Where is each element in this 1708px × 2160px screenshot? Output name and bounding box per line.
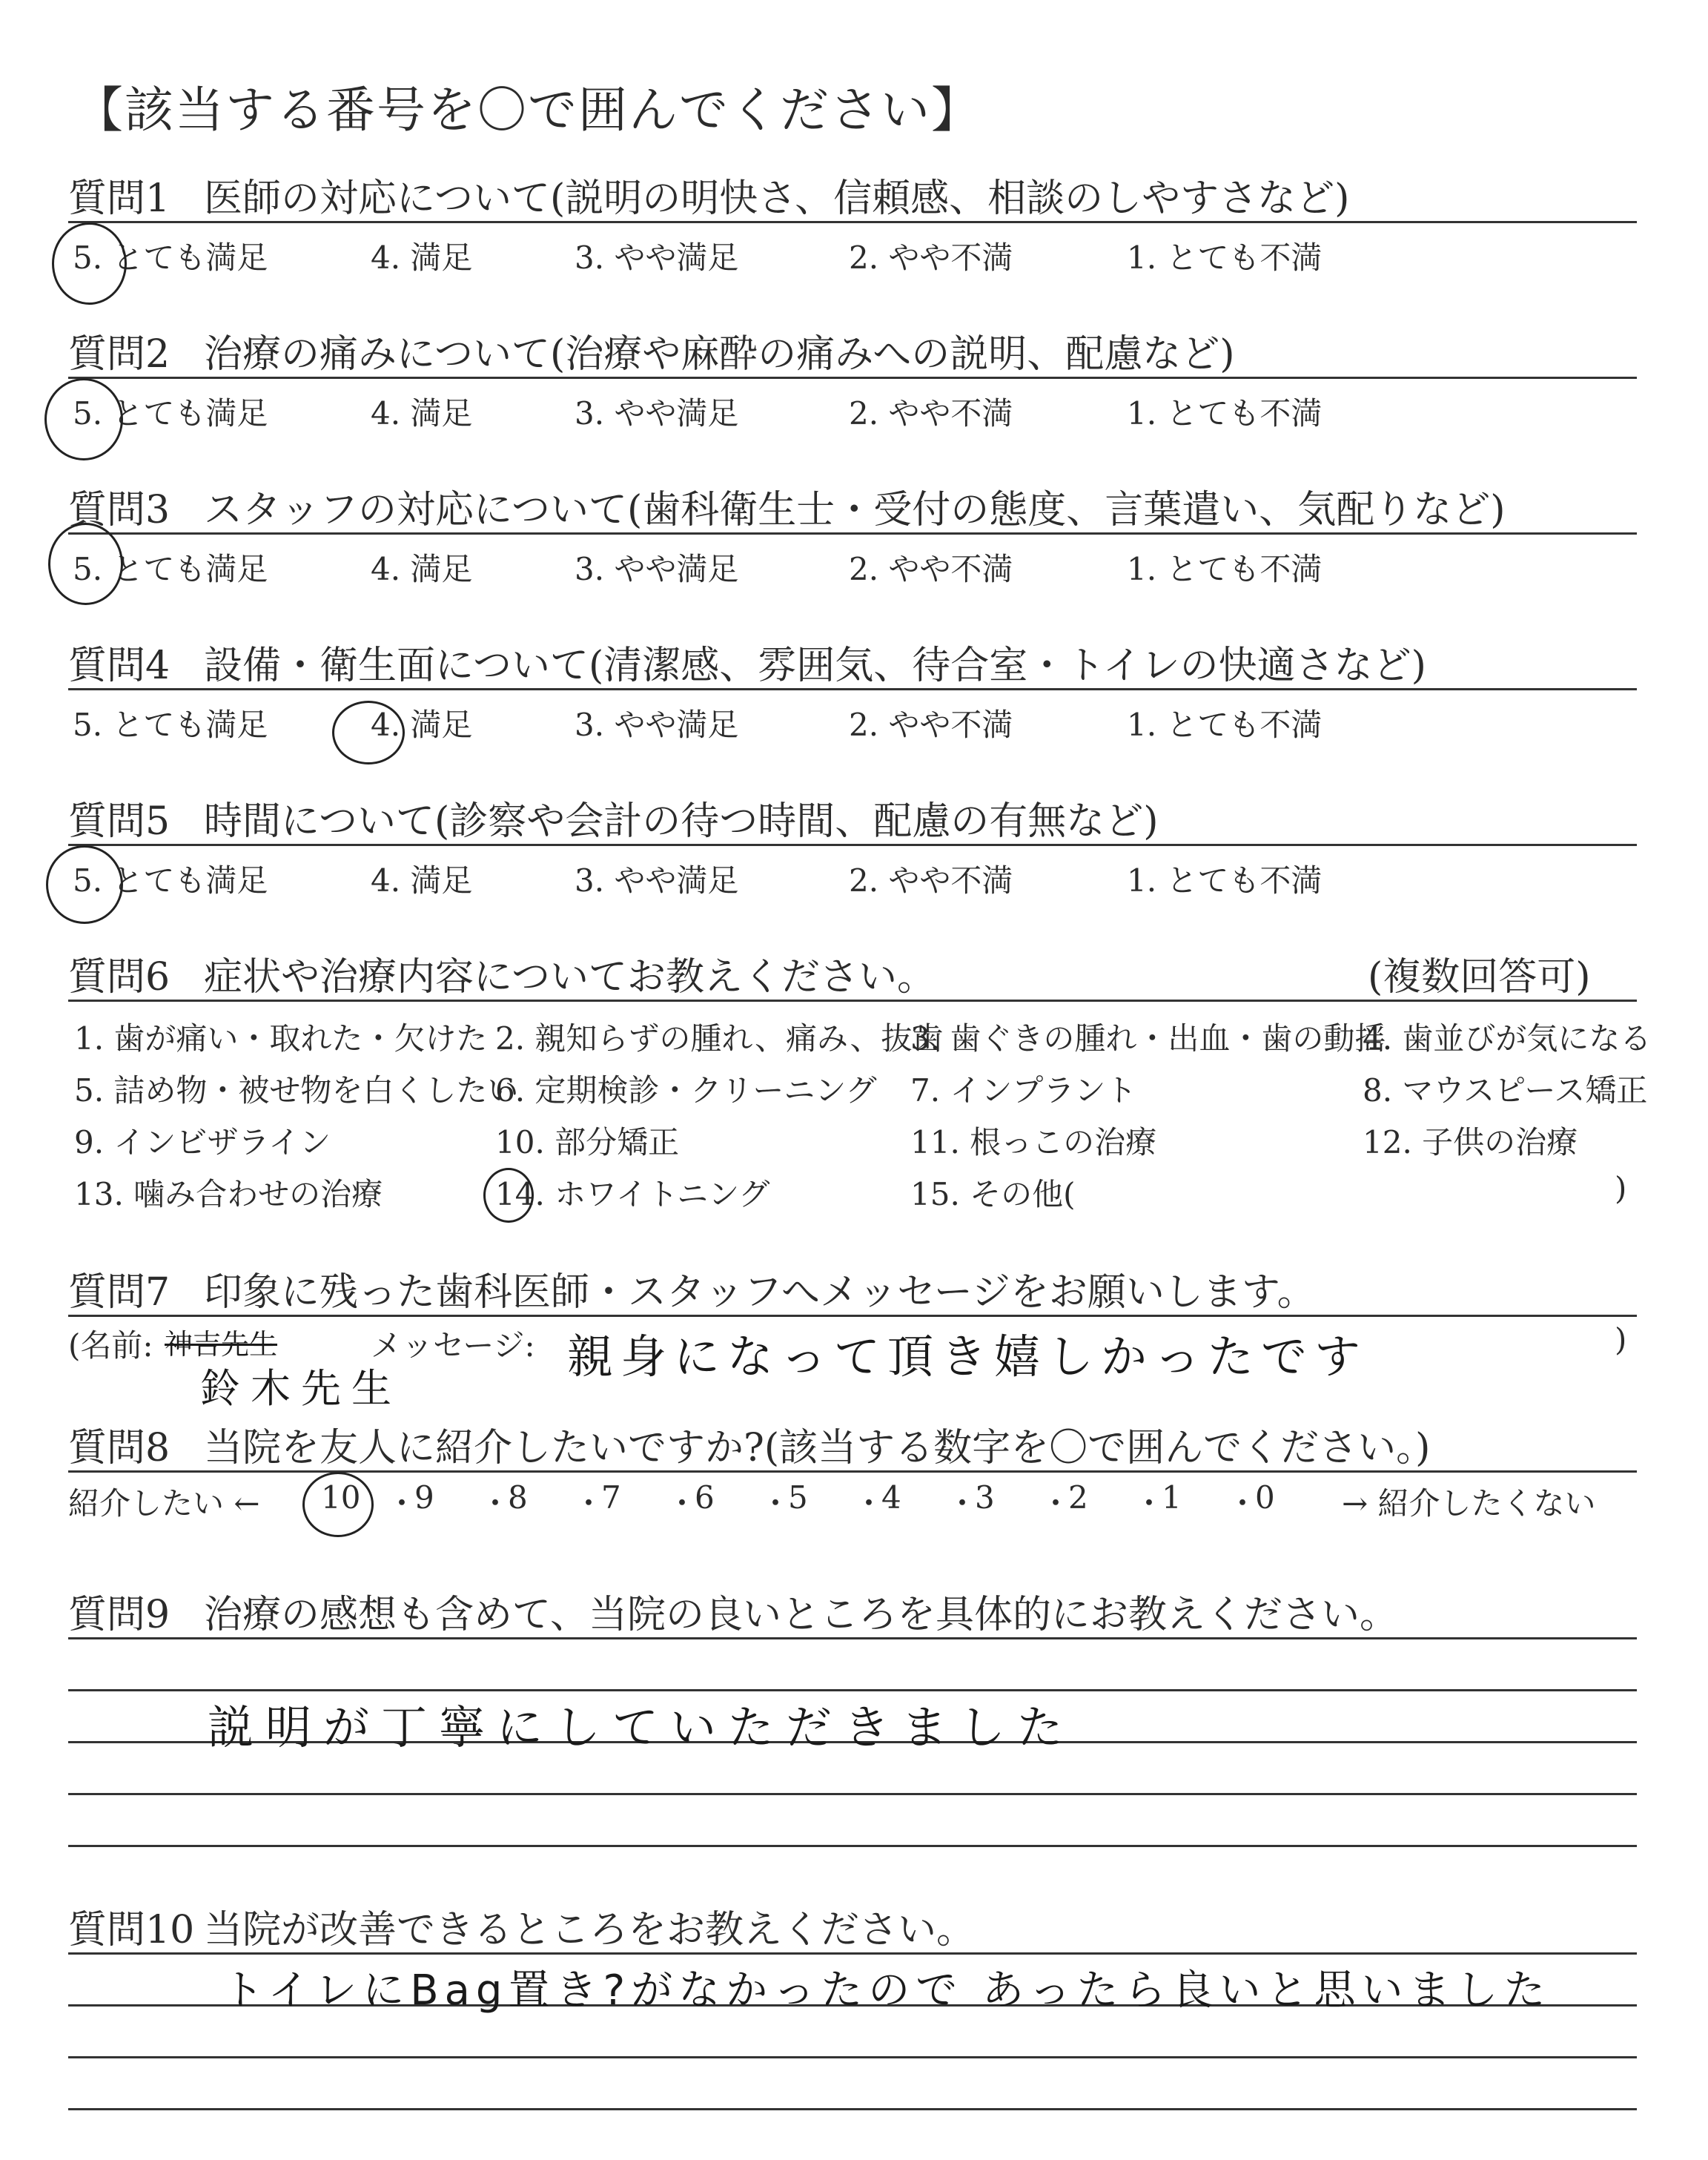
q10-written-answer[interactable]: トイレにBag置き?がなかったので あったら良いと思いました [222,1966,1552,2015]
q3-text: スタッフの対応について(歯科衛生士・受付の態度、言葉遣い、気配りなど) [204,488,1506,532]
q4-option-3[interactable]: 3. やや満足 [575,707,739,743]
q6-item-14-circle [483,1168,534,1223]
q7-name-written[interactable]: 鈴木先生 [200,1365,402,1412]
q8-scale-separator: ・ [760,1485,792,1522]
q4-options [0,701,1708,745]
q6-label: 質問6 [68,955,171,1000]
q6-item-1[interactable]: 1. 歯が痛い・取れた・欠けた [74,1020,488,1057]
q8-left-label: 紹介したい ← [68,1485,260,1522]
q2-option-3[interactable]: 3. やや満足 [575,395,739,432]
q3-option-4[interactable]: 4. 満足 [371,551,473,587]
q7-message-label: メッセージ: [371,1327,535,1364]
q6-item-10[interactable]: 10. 部分矯正 [495,1124,680,1160]
q8-text: 当院を友人に紹介したいですか?(該当する数字を〇で囲んでください。) [204,1426,1431,1470]
q9-label: 質問9 [68,1593,171,1637]
q3-option-1[interactable]: 1. とても不満 [1127,551,1323,587]
q5-rule [68,844,1637,846]
q1-rule [68,221,1637,223]
q6-item-13[interactable]: 13. 噛み合わせの治療 [74,1176,383,1212]
q5-option-3[interactable]: 3. やや満足 [575,862,739,899]
q4-option-1[interactable]: 1. とても不満 [1127,707,1323,743]
q8-scale [0,1479,1708,1524]
q6-item-11[interactable]: 11. 根っこの治療 [910,1124,1157,1160]
q6-item-3[interactable]: 3. 歯ぐきの腫れ・出血・歯の動揺 [910,1020,1386,1057]
q4-rule [68,688,1637,690]
q6-item-4[interactable]: 4. 歯並びが気になる [1363,1020,1652,1057]
q4-option-2[interactable]: 2. やや不満 [849,707,1013,743]
q5-options [0,856,1708,901]
q6-text: 症状や治療内容についてお教えください。 [204,955,936,1000]
q8-scale-separator: ・ [1133,1485,1165,1522]
q8-scale-1[interactable]: 1 [1162,1479,1182,1516]
q6-item-15[interactable]: 15. その他( [910,1176,1076,1212]
q6-note: (複数回答可) [1368,955,1591,1000]
q8-rule [68,1470,1637,1473]
q1-option-3[interactable]: 3. やや満足 [575,240,739,276]
q5-option-4[interactable]: 4. 満足 [371,862,473,899]
q8-scale-6[interactable]: 6 [695,1479,715,1516]
q3-option-2[interactable]: 2. やや不満 [849,551,1013,587]
q10-rule-3 [68,2056,1637,2058]
q8-scale-separator: ・ [1227,1485,1259,1522]
q2-option-5[interactable]: 5. とても満足 [73,395,268,432]
q6-rule [68,1000,1637,1002]
q2-options [0,389,1708,434]
q8-scale-5[interactable]: 5 [788,1479,808,1516]
q6-item-9[interactable]: 9. インビザライン [74,1124,331,1160]
q8-scale-3[interactable]: 3 [975,1479,995,1516]
q8-scale-separator: ・ [386,1485,418,1522]
q8-selected-circle [302,1472,374,1537]
q10-rule-4 [68,2108,1637,2110]
q5-text: 時間について(診察や会計の待つ時間、配慮の有無など) [204,799,1159,844]
q3-rule [68,532,1637,535]
q9-rule-4 [68,1793,1637,1795]
q3-answer-circle [48,523,123,605]
q1-option-1[interactable]: 1. とても不満 [1127,240,1323,276]
q8-scale-4[interactable]: 4 [881,1479,901,1516]
q3-option-5[interactable]: 5. とても満足 [73,551,268,587]
q8-scale-separator: ・ [480,1485,512,1522]
q2-label: 質問2 [68,332,171,377]
q8-scale-0[interactable]: 0 [1255,1479,1275,1516]
q10-label: 質問10 [68,1908,195,1952]
q9-rule-5 [68,1845,1637,1847]
q8-scale-separator: ・ [1040,1485,1072,1522]
q6-item-8[interactable]: 8. マウスピース矯正 [1363,1072,1648,1109]
q5-option-1[interactable]: 1. とても不満 [1127,862,1323,899]
q10-rule-1 [68,1952,1637,1955]
q1-option-2[interactable]: 2. やや不満 [849,240,1013,276]
q2-rule [68,377,1637,379]
q6-item-12[interactable]: 12. 子供の治療 [1363,1124,1578,1160]
q3-option-3[interactable]: 3. やや満足 [575,551,739,587]
q4-option-4[interactable]: 4. 満足 [371,707,473,743]
q3-options [0,545,1708,589]
q1-options [0,234,1708,278]
q4-answer-circle [332,701,405,764]
page-title: 【該当する番号を〇で囲んでください】 [74,82,982,139]
q3-label: 質問3 [68,488,171,532]
q2-option-4[interactable]: 4. 満足 [371,395,473,432]
q8-scale-2[interactable]: 2 [1068,1479,1088,1516]
q7-text: 印象に残った歯科医師・スタッフへメッセージをお願いします。 [204,1270,1316,1315]
q5-answer-circle [46,845,123,924]
q7-name-struck: 神吉先生 [165,1328,278,1361]
q6-item-7[interactable]: 7. インプラント [910,1072,1137,1109]
q7-close-paren: ) [1615,1321,1627,1358]
q6-item-14[interactable]: 14. ホワイトニング [495,1176,770,1212]
q6-item-15-close-paren: ) [1615,1170,1627,1206]
q1-label: 質問1 [68,176,171,221]
q8-scale-9[interactable]: 9 [414,1479,434,1516]
q1-option-4[interactable]: 4. 満足 [371,240,473,276]
q6-item-2[interactable]: 2. 親知らずの腫れ、痛み、抜歯 [495,1020,944,1057]
q7-label: 質問7 [68,1270,171,1315]
q8-scale-8[interactable]: 8 [508,1479,528,1516]
q9-text: 治療の感想も含めて、当院の良いところを具体的にお教えください。 [204,1593,1398,1637]
q1-text: 医師の対応について(説明の明快さ、信頼感、相談のしやすさなど) [204,176,1350,221]
q8-label: 質問8 [68,1426,171,1470]
q4-text: 設備・衛生面について(清潔感、雰囲気、待合室・トイレの快適さなど) [204,644,1426,688]
q5-label: 質問5 [68,799,171,844]
q8-scale-separator: ・ [947,1485,979,1522]
q7-name-label: (名前: [68,1327,153,1364]
q5-option-2[interactable]: 2. やや不満 [849,862,1013,899]
q9-rule-1 [68,1637,1637,1639]
q10-text: 当院が改善できるところをお教えください。 [204,1908,976,1952]
q8-scale-separator: ・ [853,1485,885,1522]
q7-rule [68,1315,1637,1317]
q8-right-label: → 紹介したくない [1342,1485,1596,1522]
q4-label: 質問4 [68,644,171,688]
q9-written-answer[interactable]: 説明が丁寧にしていただきました [208,1700,1076,1754]
q8-scale-10[interactable]: 10 [321,1479,361,1516]
q1-option-5[interactable]: 5. とても満足 [73,240,268,276]
q5-option-5[interactable]: 5. とても満足 [73,862,268,899]
q8-scale-7[interactable]: 7 [601,1479,621,1516]
q2-option-2[interactable]: 2. やや不満 [849,395,1013,432]
q8-scale-separator: ・ [666,1485,698,1522]
q1-answer-circle [52,222,127,305]
q2-answer-circle [44,378,123,460]
q6-item-5[interactable]: 5. 詰め物・被せ物を白くしたい [74,1072,519,1109]
q4-option-5[interactable]: 5. とても満足 [73,707,268,743]
q7-message-written[interactable]: 親身になって頂き嬉しかったです [567,1330,1368,1384]
q2-option-1[interactable]: 1. とても不満 [1127,395,1323,432]
q2-text: 治療の痛みについて(治療や麻酔の痛みへの説明、配慮など) [204,332,1235,377]
q6-item-6[interactable]: 6. 定期検診・クリーニング [495,1072,877,1109]
q8-scale-separator: ・ [573,1485,605,1522]
